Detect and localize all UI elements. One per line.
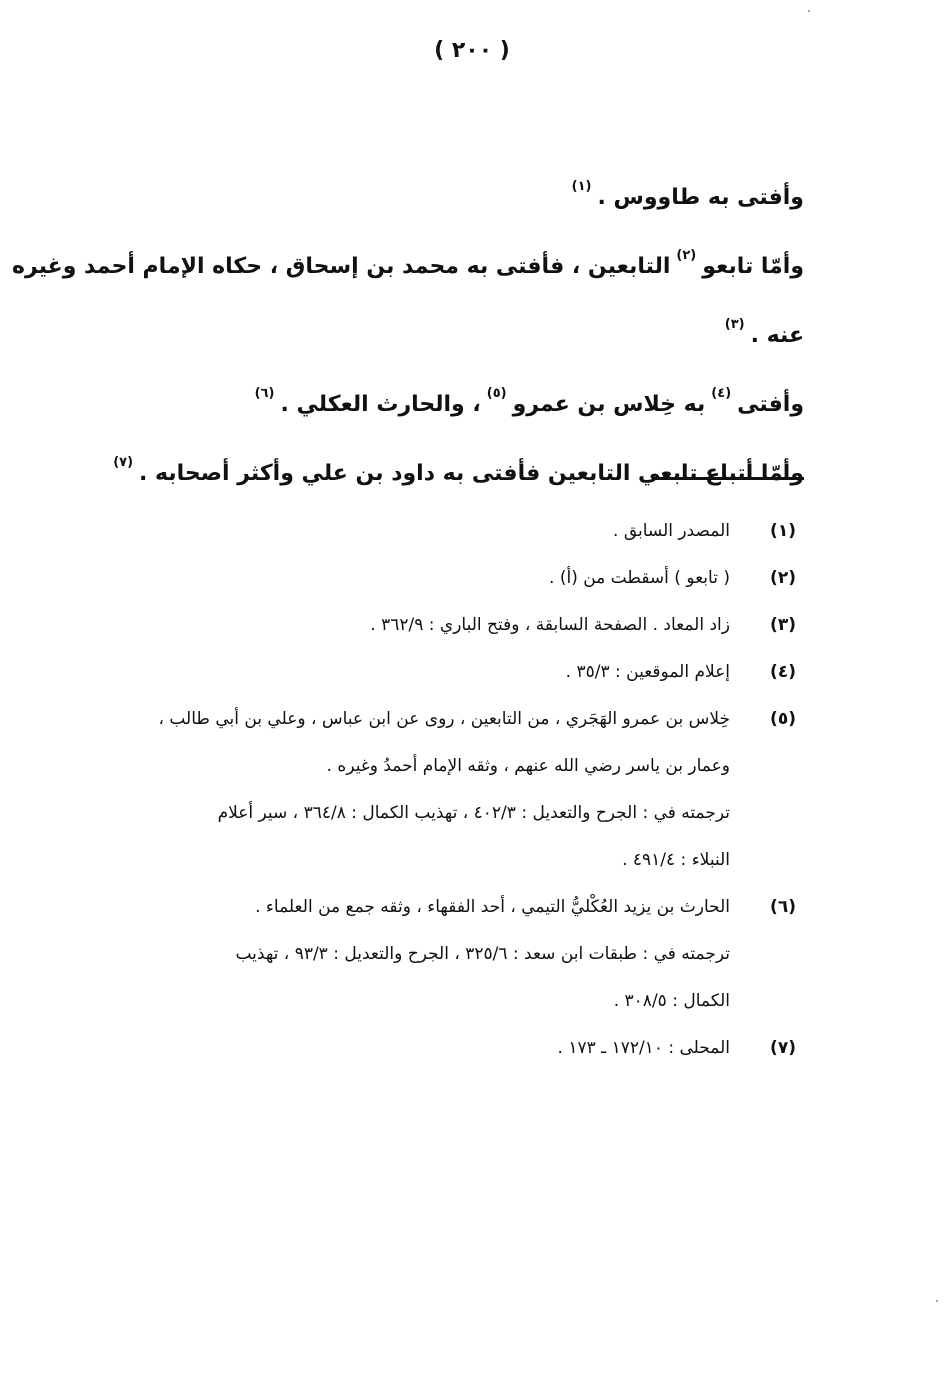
footnote-line: المحلى : ١٧٢/١٠ ـ ١٧٣ . <box>557 1038 730 1058</box>
footnote-item <box>106 508 796 555</box>
footnote-number: (٢) <box>770 568 796 588</box>
footnote-item <box>106 555 796 602</box>
footnote-item <box>106 602 796 649</box>
footnote-line: الحارث بن يزيد العُكْليُّ التيمي ، أحد الفقهاء ، وثقه جمع من العلماء . <box>255 897 730 917</box>
footnote-number: (٦) <box>770 897 796 917</box>
footnote-body <box>106 602 730 649</box>
footnote-body <box>106 649 730 696</box>
scan-speck <box>936 1300 938 1302</box>
footnote-item <box>106 696 796 884</box>
footnote-marker[interactable]: (٣) <box>724 317 745 332</box>
footnote-number: (٥) <box>770 709 796 729</box>
footnote-line: زاد المعاد . الصفحة السابقة ، وفتح الباري : ٣٦٢/٩ . <box>370 615 730 635</box>
main-text-fragment: وأمّا أتباع تابعي التابعين فأفتى به داود بن علي وأكثر أصحابه . <box>139 461 804 486</box>
main-line-5 <box>104 434 804 503</box>
footnote-body <box>106 884 730 1025</box>
footnote-marker[interactable]: (٧) <box>113 455 134 470</box>
page-number: ( ٢٠٠ ) <box>434 38 510 63</box>
footnote-marker[interactable]: (٥) <box>486 386 507 401</box>
main-line-3 <box>104 296 804 365</box>
footnote-line: الكمال : ٣٠٨/٥ . <box>613 991 730 1011</box>
main-line-2 <box>12 227 804 296</box>
main-text-fragment: عنه . <box>750 323 804 348</box>
footnote-line: النبلاء : ٤٩١/٤ . <box>622 850 730 870</box>
footnote-body <box>106 1025 730 1072</box>
footnote-marker[interactable]: (٦) <box>254 386 275 401</box>
scan-speck <box>808 10 810 12</box>
main-line-4 <box>104 365 804 434</box>
footnotes-list <box>106 508 796 1072</box>
main-text-fragment: وأفتى <box>737 392 804 417</box>
main-text-fragment: وأمّا تابعو <box>702 254 804 279</box>
footnote-line: ترجمته في : الجرح والتعديل : ٤٠٢/٣ ، تهذيب الكمال : ٣٦٤/٨ ، سير أعلام <box>217 803 730 823</box>
footnote-line: ( تابعو ) أسقطت من (أ) . <box>549 568 730 588</box>
footnote-marker[interactable]: (١) <box>571 179 592 194</box>
footnote-body <box>106 555 730 602</box>
main-text-fragment: ، والحارث العكلي . <box>280 392 481 417</box>
footnote-body <box>106 696 730 884</box>
footnote-item <box>106 884 796 1025</box>
footnote-item <box>106 1025 796 1072</box>
main-text <box>12 158 804 503</box>
footnote-number: (٣) <box>770 615 796 635</box>
footnote-line: وعمار بن ياسر رضي الله عنهم ، وثقه الإمام أحمدُ وغيره . <box>326 756 730 776</box>
footnote-item <box>106 649 796 696</box>
footnote-number: (٤) <box>770 662 796 682</box>
main-line-1 <box>104 158 804 227</box>
footnote-number: (٧) <box>770 1038 796 1058</box>
main-text-fragment: التابعين ، فأفتى به محمد بن إسحاق ، حكاه الإمام أحمد وغيره <box>12 254 671 279</box>
main-text-fragment: به خِلاس بن عمرو <box>512 392 706 417</box>
footnote-line: المصدر السابق . <box>613 521 730 541</box>
footnote-number: (١) <box>770 521 796 541</box>
footnote-marker[interactable]: (٢) <box>676 248 697 263</box>
footnote-line: خِلاس بن عمرو الهَجَري ، من التابعين ، روى عن ابن عباس ، وعلي بن أبي طالب ، <box>158 709 730 729</box>
footnote-marker[interactable]: (٤) <box>711 386 732 401</box>
footnote-line: ترجمته في : طبقات ابن سعد : ٣٢٥/٦ ، الجرح والتعديل : ٩٣/٣ ، تهذيب <box>235 944 730 964</box>
main-text-fragment: وأفتى به طاووس . <box>597 185 804 210</box>
footnote-body <box>106 508 730 555</box>
footnote-separator <box>654 477 804 480</box>
footnote-line: إعلام الموقعين : ٣٥/٣ . <box>565 662 730 682</box>
